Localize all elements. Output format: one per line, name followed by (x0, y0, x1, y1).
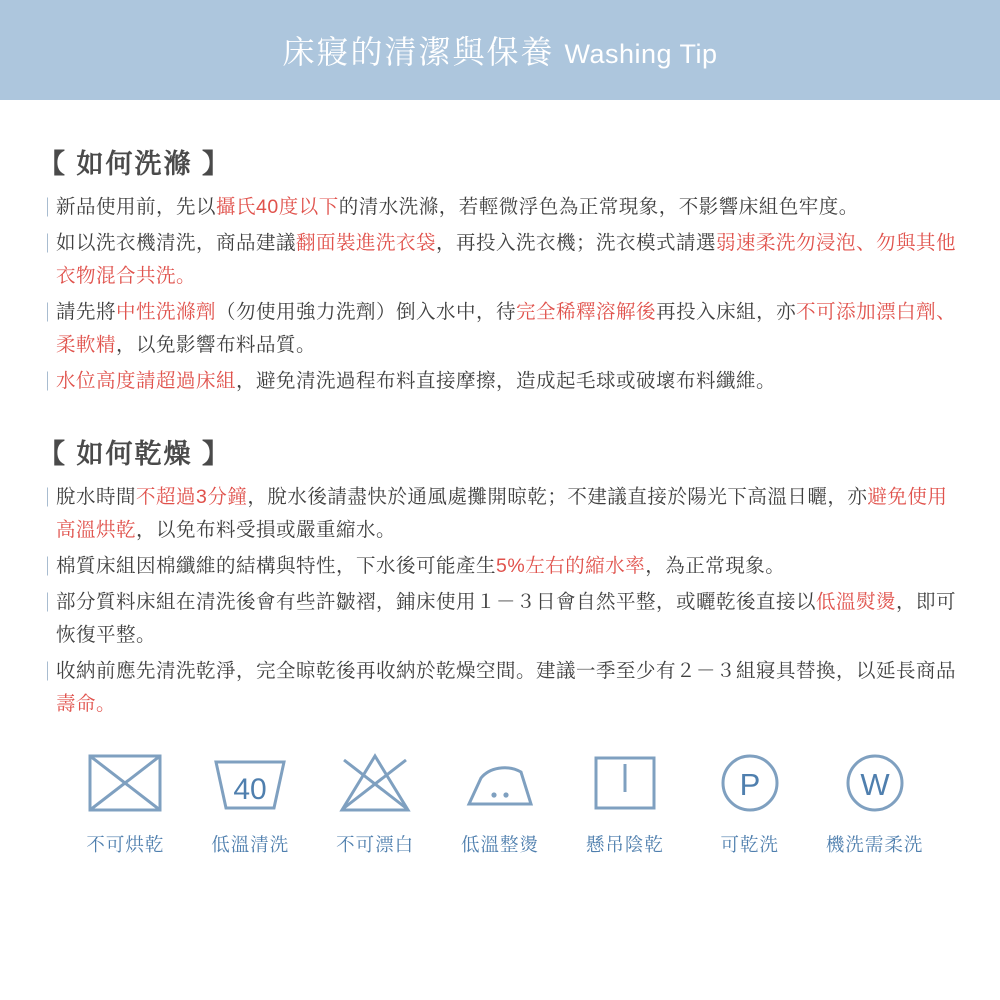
list-item-text: 完全稀釋溶解後 (516, 301, 657, 323)
list-item-text: 避免使用高溫烘乾 (56, 486, 948, 541)
dry-clean-p-icon (711, 747, 789, 819)
care-symbol-label: 機洗需柔洗 (825, 834, 924, 855)
care-symbol-machine-wash-gentle (823, 747, 926, 857)
list-item (34, 227, 966, 293)
list-item-text: 水位高度請超過床組 (56, 370, 237, 392)
list-item-text: 攝氏40度以下 (216, 196, 339, 218)
list-item-text: 弱速柔洗勿浸泡、勿與其他衣物混合共洗。 (56, 232, 957, 287)
machine-wash-gentle-w-icon (836, 747, 914, 819)
drip-dry-shade-icon (586, 747, 664, 819)
list-item-text: ，再投入洗衣機；洗衣模式請選 (436, 232, 717, 254)
care-symbol-no-bleach (324, 747, 427, 857)
list-item-text: 5%左右的縮水率 (496, 555, 646, 577)
low-iron-icon (461, 747, 539, 819)
bullet-icon: ｜ (38, 372, 58, 393)
list-item-text: 低溫熨燙 (816, 591, 897, 613)
list-item-text: 如以洗衣機清洗，商品建議 (56, 232, 297, 254)
list-item-text: ，脫水後請盡快於通風處攤開晾乾；不建議直接於陽光下高溫日曬，亦 (247, 486, 868, 508)
list-item-text: ，即可恢復平整。 (56, 591, 957, 646)
list-item-text: 收納前應先清洗乾淨，完全晾乾後再收納於乾燥空間。建議一季至少有２－３組寢具替換，以延長商品 (56, 660, 957, 682)
list-item-text: 棉質床組因棉纖維的結構與特性，下水後可能產生 (56, 555, 497, 577)
content-area (0, 100, 1000, 857)
list-item-text: 不可添加漂白劑、柔軟精 (56, 301, 957, 356)
list-item-text: 新品使用前，先以 (56, 196, 217, 218)
care-symbol-dry-clean (698, 747, 801, 857)
wash-tip-list (34, 191, 966, 398)
list-item (34, 655, 966, 721)
list-item (34, 296, 966, 362)
bullet-icon: ｜ (38, 198, 58, 219)
page-title-en: Washing Tip (564, 39, 718, 69)
list-item-text: 的清水洗滌，若輕微浮色為正常現象，不影響床組色牢度。 (338, 196, 859, 218)
care-symbol-label: 不可漂白 (336, 834, 415, 855)
list-item (34, 586, 966, 652)
list-item-text: 翻面裝進洗衣袋 (296, 232, 437, 254)
header-banner (0, 0, 1000, 100)
care-symbol-label: 可乾洗 (720, 834, 779, 855)
care-symbol-label: 低溫整燙 (461, 834, 540, 855)
page-title (282, 27, 717, 73)
bullet-icon: ｜ (38, 303, 58, 324)
list-item-text: 脫水時間 (56, 486, 137, 508)
no-bleach-icon (336, 747, 414, 819)
care-symbol-label: 懸吊陰乾 (585, 834, 664, 855)
bullet-icon: ｜ (38, 234, 58, 255)
list-item-text: 再投入床組，亦 (656, 301, 797, 323)
list-item-text: ，以免布料受損或嚴重縮水。 (136, 519, 397, 541)
list-item (34, 481, 966, 547)
section-heading-wash: 【 如何洗滌 】 (38, 149, 232, 179)
list-item-text: 請先將 (56, 301, 117, 323)
list-item (34, 191, 966, 224)
section-heading-dry: 【 如何乾燥 】 (38, 439, 232, 469)
no-tumble-dry-icon (86, 747, 164, 819)
bullet-icon: ｜ (38, 593, 58, 614)
bullet-icon: ｜ (38, 557, 58, 578)
care-symbol-label: 不可烘乾 (86, 834, 165, 855)
svg-text:W: W (859, 767, 890, 802)
list-item-text: 不超過3分鐘 (136, 486, 248, 508)
list-item (34, 550, 966, 583)
care-symbol-label: 低溫清洗 (211, 834, 290, 855)
list-item-text: ，以免影響布料品質。 (116, 334, 317, 356)
bullet-icon: ｜ (38, 488, 58, 509)
list-item-text: 中性洗滌劑 (116, 301, 217, 323)
care-symbol-no-tumble-dry (74, 747, 177, 857)
wash-40-icon (211, 747, 289, 819)
svg-text:40: 40 (233, 773, 267, 806)
care-symbol-low-iron (449, 747, 552, 857)
bullet-icon: ｜ (38, 662, 58, 683)
list-item-text: 壽命。 (56, 693, 117, 715)
list-item-text: 部分質料床組在清洗後會有些許皺褶，鋪床使用１－３日會自然平整，或曬乾後直接以 (56, 591, 817, 613)
dry-tip-list (34, 481, 966, 721)
list-item-text: ，為正常現象。 (645, 555, 786, 577)
page-title-zh: 床寢的清潔與保養 (282, 34, 555, 70)
care-symbol-drip-dry-shade (573, 747, 676, 857)
list-item (34, 365, 966, 398)
list-item-text: （勿使用強力洗劑）倒入水中，待 (216, 301, 517, 323)
svg-text:P: P (739, 767, 761, 802)
list-item-text: ，避免清洗過程布料直接摩擦，造成起毛球或破壞布料纖維。 (236, 370, 777, 392)
care-symbol-row (34, 747, 966, 857)
care-symbol-wash-40 (199, 747, 302, 857)
